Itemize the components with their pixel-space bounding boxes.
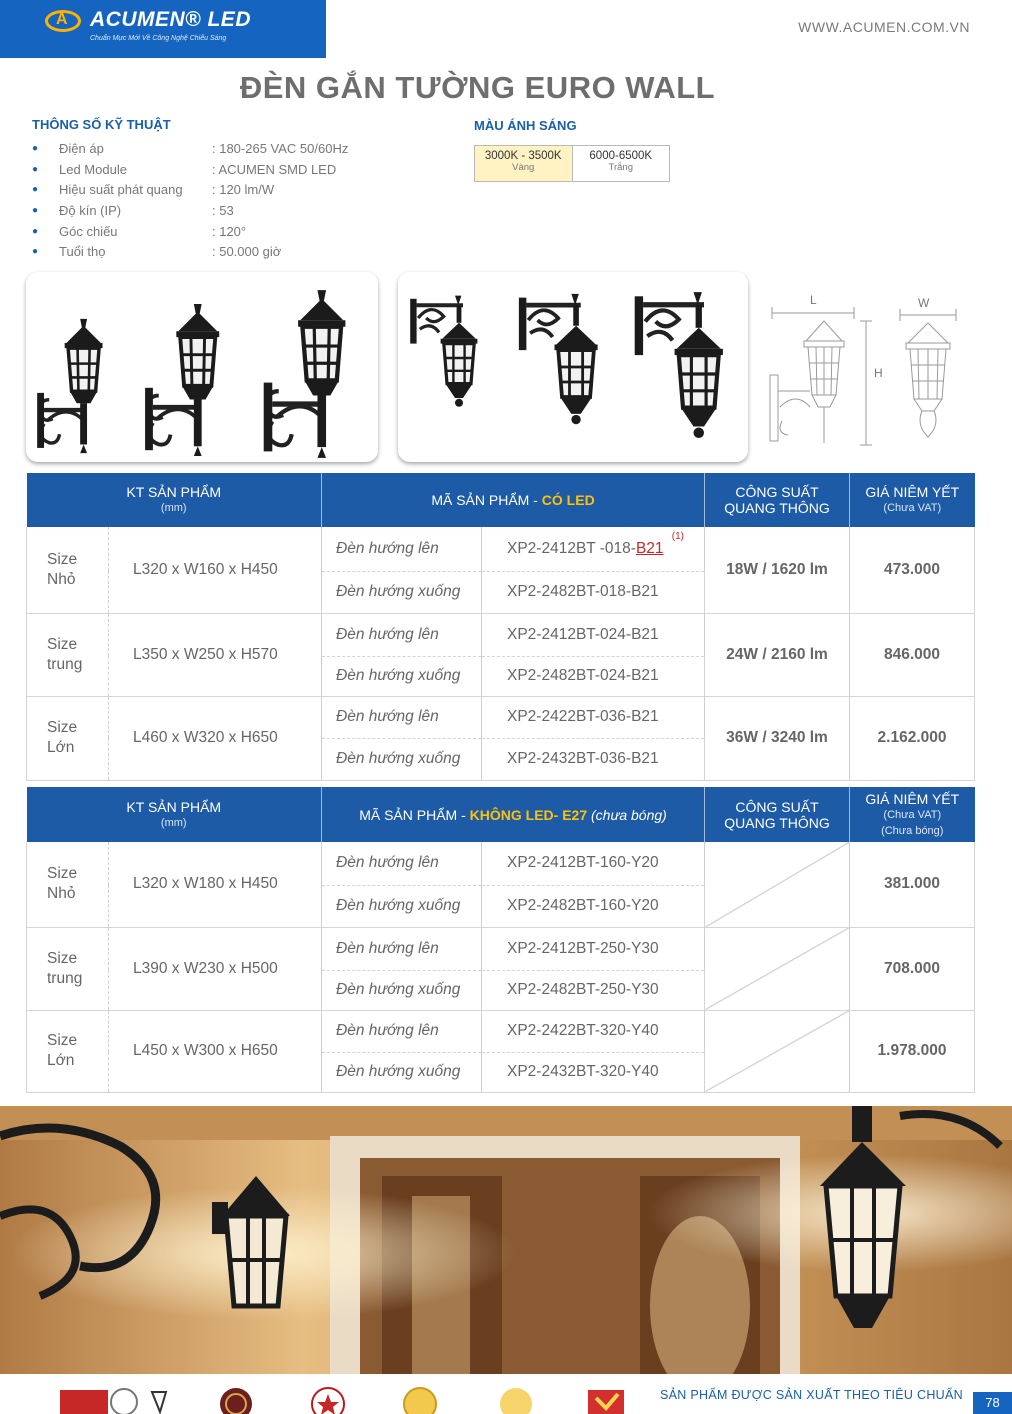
product-code-down[interactable]: XP2-2482BT-160-Y20 [482,885,705,927]
page-title: ĐÈN GẮN TƯỜNG EURO WALL [239,70,716,105]
spec-value: : 50.000 giờ [212,244,282,260]
installation-photo [0,1106,1012,1374]
size-cell: Size trung [27,927,109,1010]
page-number: 78 [973,1392,1012,1414]
size-cell: Size Nhỏ [27,842,109,927]
dims-cell: L320 x W180 x H450 [109,842,322,927]
header-size [27,787,322,842]
price-cell: 2.162.000 [850,696,975,780]
lamp-up-large-image [252,288,370,460]
size-cell: Size Nhỏ [27,527,109,613]
brand-name: ACUMEN® LED [90,8,251,31]
spec-value: : 120 lm/W [212,182,275,198]
header-code-highlight: KHÔNG LED- E27 [469,806,588,823]
size-cell: Size Lớn [27,696,109,780]
header-price-line1: GIÁ NIÊM YẾT [865,484,960,500]
direction-up: Đèn hướng lên [322,696,482,738]
star-seal-icon [306,1386,352,1414]
header-code-note: (chưa bóng) [591,806,667,823]
specs-title: THÔNG SỐ KỸ THUẬT [32,117,171,132]
bullet-icon: ● [32,204,39,216]
dims-cell: L350 x W250 x H570 [109,613,322,696]
dim-h-label: H [874,366,883,380]
light-color-swatches [474,145,670,182]
direction-up: Đèn hướng lên [322,1010,482,1052]
brand-tagline: Chuẩn Mực Mới Về Công Nghệ Chiếu Sáng [90,35,227,42]
spec-value: : 180-265 VAC 50/60Hz [212,140,349,156]
header-power [705,473,850,527]
product-code-down[interactable]: XP2-2482BT-024-B21 [482,656,705,696]
light-color-title: MÀU ÁNH SÁNG [474,118,577,133]
price-table-noled [26,787,975,1093]
swatch-kelvin: 3000K - 3500K [484,150,562,162]
table-row [27,696,975,738]
header-price-line1: GIÁ NIÊM YẾT [865,790,960,807]
lamp-down-small-image [404,294,490,422]
spec-row [32,179,412,200]
photo-wall-lamps-up [26,272,378,462]
code-tail: B21 [635,539,664,557]
bullet-icon: ● [32,225,39,237]
table-row [27,927,975,970]
header-size-title: KT SẢN PHẨM [126,798,222,815]
power-cell-empty [705,927,850,1010]
direction-down: Đèn hướng xuống [322,656,482,696]
dims-cell: L320 x W160 x H450 [109,527,322,613]
dims-cell: L450 x W300 x H650 [109,1010,322,1092]
bullet-icon: ● [32,163,39,175]
header-price [850,787,975,842]
award-seal-icon [214,1386,260,1414]
header-code-title: MÃ SẢN PHẨM - [431,492,538,508]
header-power [705,787,850,842]
spec-value: : 53 [212,202,234,218]
header-price-line3: (Chưa bóng) [881,824,944,837]
table-header [27,473,975,527]
product-code-down[interactable]: XP2-2482BT-018-B21 [482,571,705,613]
direction-up: Đèn hướng lên [322,927,482,970]
spec-row [32,138,412,159]
best-seal-icon [584,1386,630,1414]
header-code [322,473,705,527]
size-cell: Size Lớn [27,1010,109,1092]
bullet-icon: ● [32,142,39,154]
header-power-line1: CÔNG SUẤT [735,798,819,815]
header-code [322,787,705,842]
size-cell: Size trung [27,613,109,696]
header-size [27,473,322,527]
brand-logo[interactable] [0,0,326,58]
power-cell: 36W / 3240 lm [705,696,850,780]
standard-text: SẢN PHẨM ĐƯỢC SẢN XUẤT THEO TIÊU CHUẨN [660,1388,963,1402]
certification-logo-icon [60,1386,172,1414]
power-cell-empty [705,842,850,927]
header-price-line2: (Chưa VAT) [883,502,942,514]
header-size-unit: (mm) [160,502,187,514]
power-cell-empty [705,1010,850,1092]
swatch-warm [475,146,573,181]
price-cell: 473.000 [850,527,975,613]
dims-cell: L390 x W230 x H500 [109,927,322,1010]
product-code-up[interactable]: XP2-2422BT-036-B21 [482,696,705,738]
spec-label: Led Module [59,161,127,177]
swatch-name: Vàng [512,162,535,173]
product-code-up[interactable]: XP2-2422BT-320-Y40 [482,1010,705,1052]
table-row [27,527,975,571]
code-main: XP2-2412BT -018- [507,539,636,557]
spec-label: Điện áp [59,140,104,156]
swatch-kelvin: 6000-6500K [589,150,653,162]
swatch-cool [573,146,670,181]
spec-value: : 120° [212,223,247,239]
header-power-line2: QUANG THÔNG [724,814,830,831]
spec-value: : ACUMEN SMD LED [212,161,337,177]
spec-row [32,241,412,262]
table-row [27,842,975,885]
spec-label: Hiệu suất phát quang [59,182,183,198]
dimension-drawing [766,295,966,450]
dim-w-label: W [918,296,930,310]
product-code-up[interactable]: XP2-2412BT-250-Y30 [482,927,705,970]
header-code-title: MÃ SẢN PHẨM - [359,806,466,823]
spec-label: Tuổi thọ [59,244,106,260]
brand-word: ACUMEN [90,8,186,31]
lamp-down-medium-image [510,292,614,442]
price-table-led [26,473,975,781]
header-power-line1: CÔNG SUẤT [735,484,819,500]
header-price [850,473,975,527]
table-row [27,1010,975,1052]
product-code-down[interactable]: XP2-2432BT-036-B21 [482,738,705,780]
price-cell: 846.000 [850,613,975,696]
direction-up: Đèn hướng lên [322,527,482,571]
spec-row [32,159,412,180]
price-cell: 708.000 [850,927,975,1010]
power-cell: 24W / 2160 lm [705,613,850,696]
logo-letter-icon: A [56,11,68,28]
header-size-title: KT SẢN PHẨM [126,484,222,500]
direction-down: Đèn hướng xuống [322,1052,482,1092]
direction-down: Đèn hướng xuống [322,738,482,780]
dim-l-label: L [810,295,817,307]
header-size-unit: (mm) [160,816,187,829]
dims-cell: L460 x W320 x H650 [109,696,322,780]
badge-seal-icon [494,1386,540,1414]
bullet-icon: ● [32,246,39,258]
bullet-icon: ● [32,184,39,196]
footnote-marker: (1) [671,531,685,542]
spec-row [32,221,412,242]
photo-wall-lamps-down [398,272,748,462]
table-row [27,613,975,656]
specs-list [32,138,412,262]
direction-down: Đèn hướng xuống [322,885,482,927]
header-code-highlight: CÓ LED [541,492,595,508]
price-cell: 381.000 [850,842,975,927]
website-link[interactable]: WWW.ACUMEN.COM.VN [798,19,970,35]
direction-up: Đèn hướng lên [322,842,482,885]
power-cell: 18W / 1620 lm [705,527,850,613]
direction-down: Đèn hướng xuống [322,970,482,1010]
price-cell: 1.978.000 [850,1010,975,1092]
header-power-line2: QUANG THÔNG [724,500,830,516]
lamp-up-small-image [32,316,118,456]
product-code-down[interactable]: XP2-2432BT-320-Y40 [482,1052,705,1092]
swatch-name: Trắng [608,162,633,173]
table-header [27,787,975,842]
gold-seal-icon [398,1386,444,1414]
product-code-up[interactable]: XP2-2412BT-160-Y20 [482,842,705,885]
spec-label: Góc chiếu [59,223,118,239]
lamp-up-medium-image [138,302,238,458]
direction-up: Đèn hướng lên [322,613,482,656]
spec-row [32,200,412,221]
brand-suffix: LED [207,8,251,31]
header-price-line2: (Chưa VAT) [883,808,942,821]
product-code-up[interactable] [482,527,705,571]
lamp-down-large-image [624,290,742,458]
product-code-down[interactable]: XP2-2482BT-250-Y30 [482,970,705,1010]
direction-down: Đèn hướng xuống [322,571,482,613]
spec-label: Độ kín (IP) [59,202,122,218]
product-code-up[interactable]: XP2-2412BT-024-B21 [482,613,705,656]
